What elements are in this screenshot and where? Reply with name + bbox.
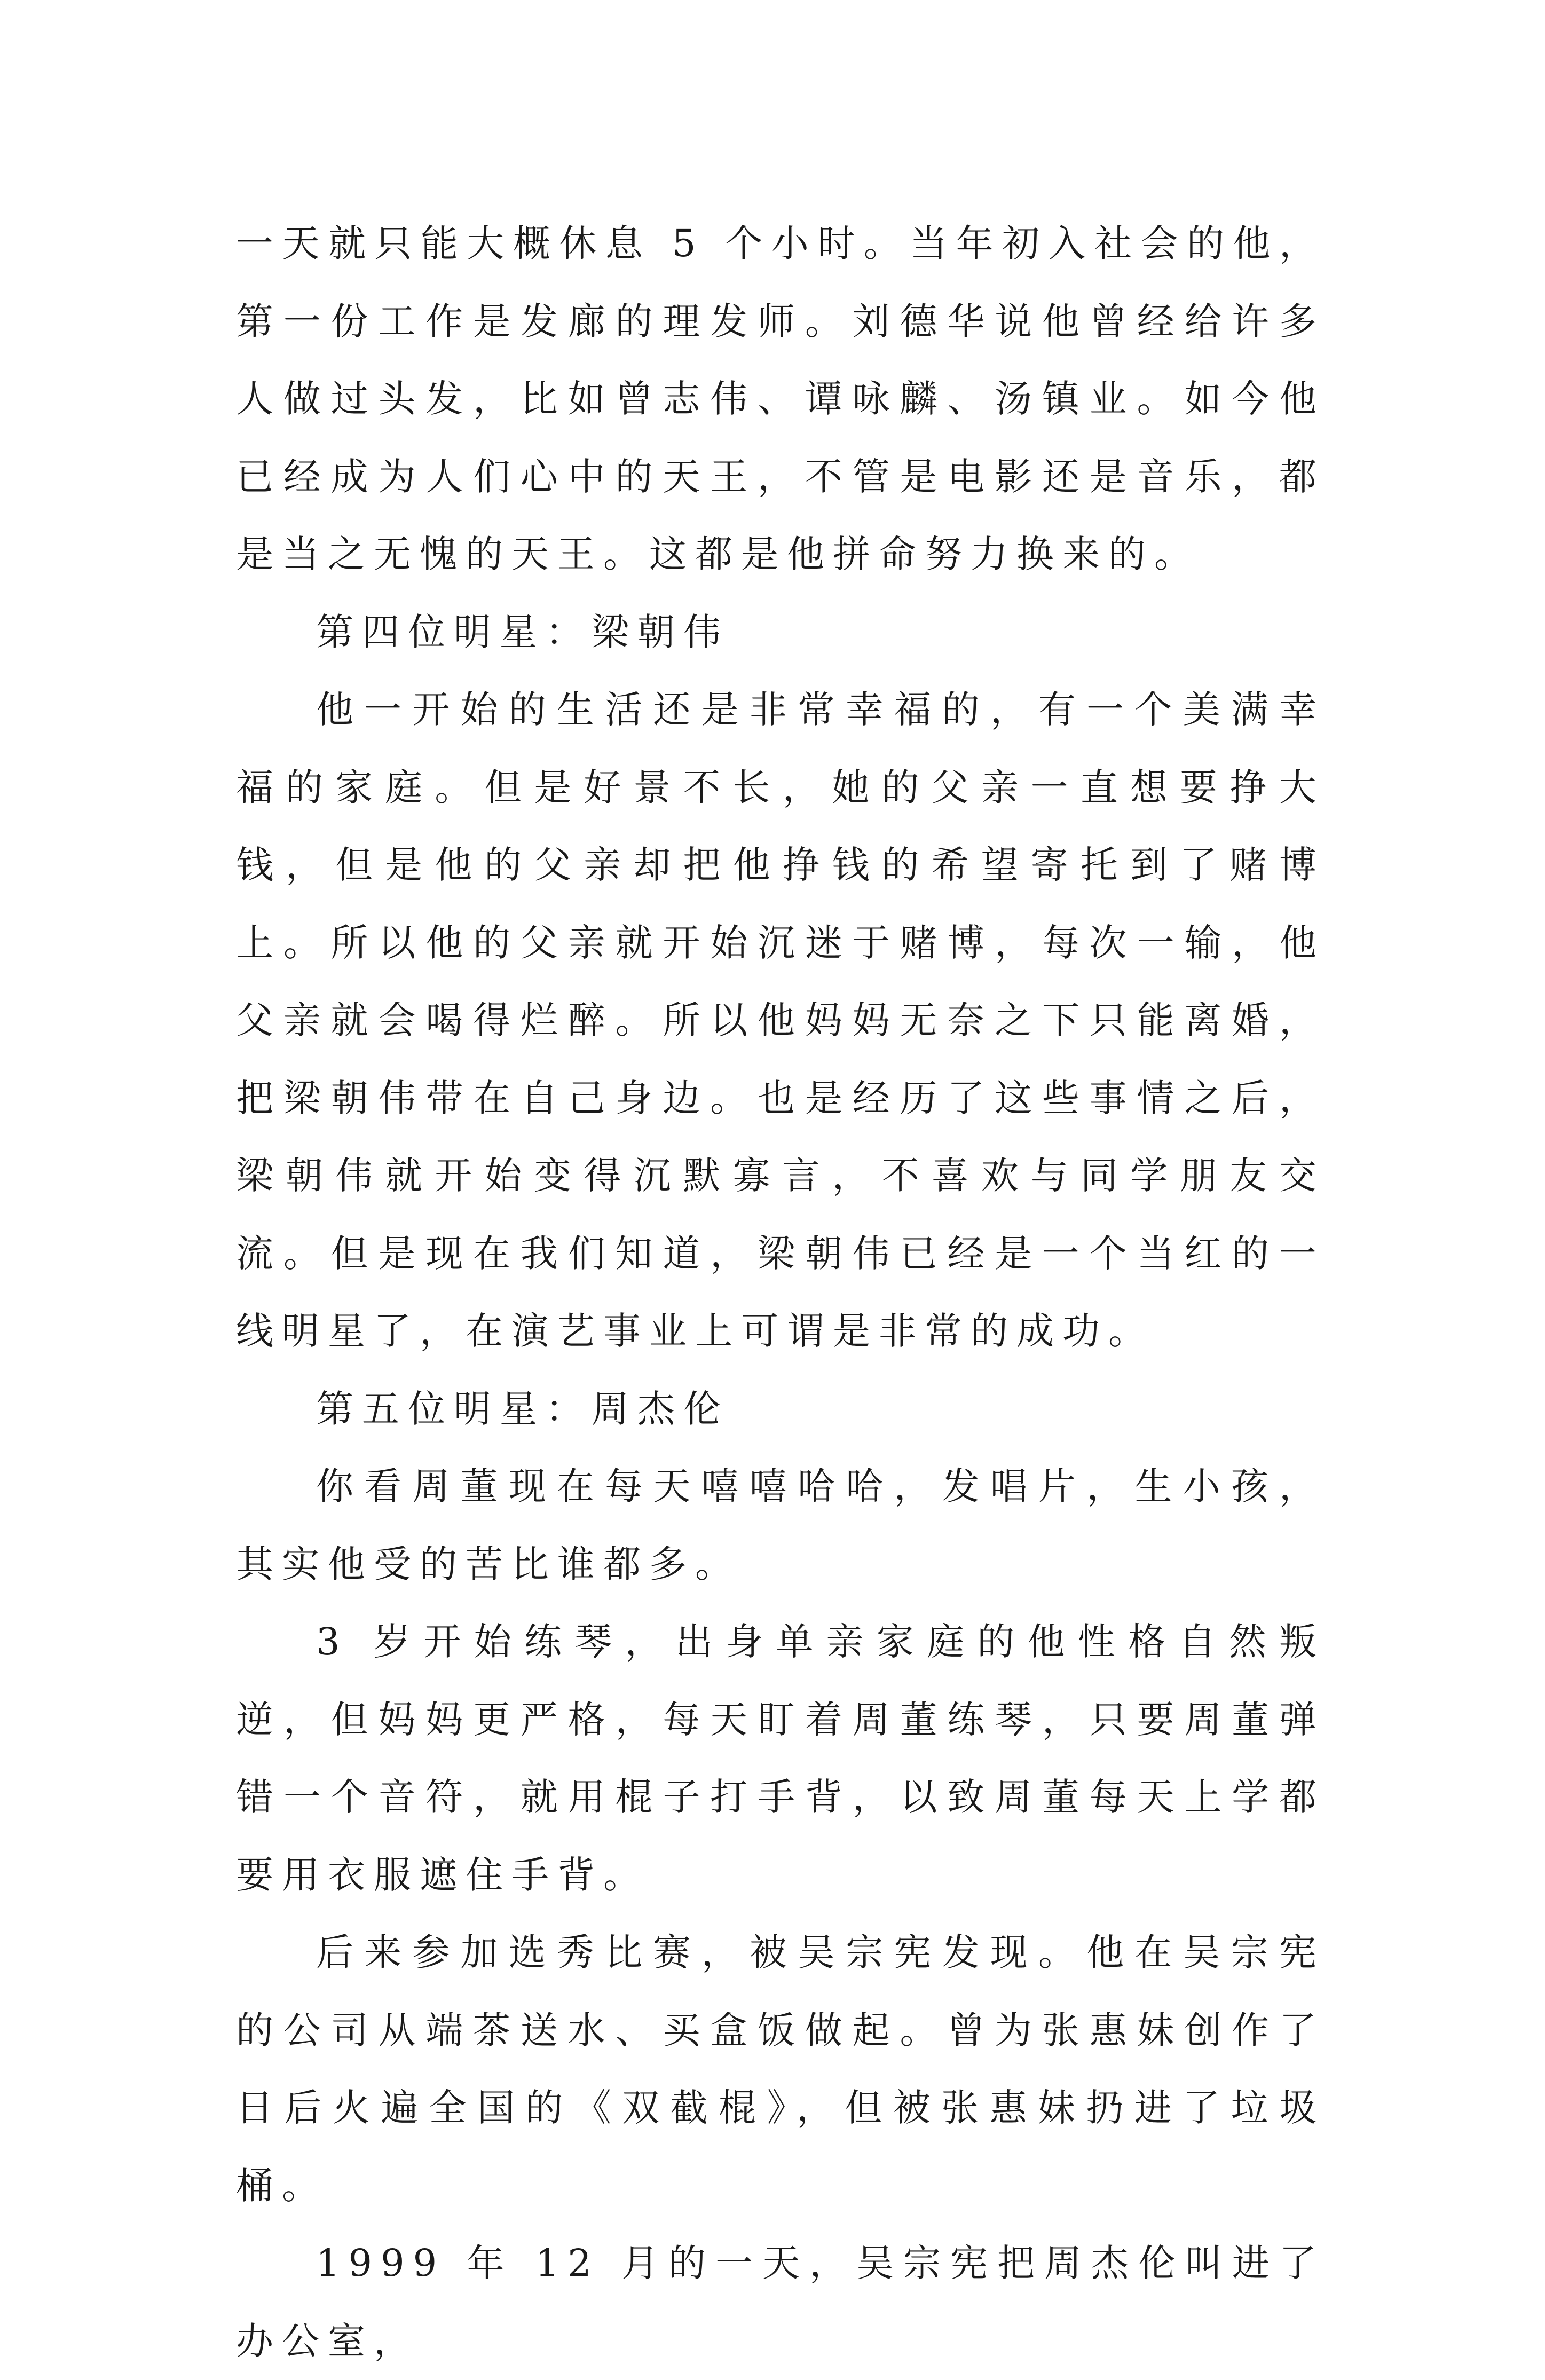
paragraph-jay-chou-career: 后来参加选秀比赛，被吴宗宪发现。他在吴宗宪的公司从端茶送水、买盒饭做起。曾为张惠妹创作了日后火遍全国的《双截棍》，但被张惠妹扔进了垃圾桶。 [236,1930,1325,2208]
paragraph-jay-chou-childhood: 3 岁开始练琴，出身单亲家庭的他性格自然叛逆，但妈妈更严格，每天盯着周董练琴，只要周董弹错一个音符，就用棍子打手背，以致周董每天上学都要用衣服遮住手背。 [236,1620,1325,1897]
paragraph-jay-chou-intro: 你看周董现在每天嘻嘻哈哈，发唱片，生小孩，其实他受的苦比谁都多。 [236,1464,1325,1586]
body-text [236,205,1325,2380]
heading-fourth-star: 第四位明星：梁朝伟 [316,610,729,654]
heading-fifth-star: 第五位明星：周杰伦 [316,1386,729,1431]
paragraph-liu-dehua-continued: 一天就只能大概休息 5 个小时。当年初入社会的他，第一份工作是发廊的理发师。刘德华说他曾经给许多人做过头发，比如曾志伟、谭咏麟、汤镇业。如今他已经成为人们心中的天王，不管是电影还是音乐，都是当之无愧的天王。这都是他拼命努力换来的。 [236,222,1325,576]
paragraph-jay-chou-1999: 1999 年 12 月的一天，吴宗宪把周杰伦叫进了办公室， [236,2241,1325,2363]
paragraph-tony-leung: 他一开始的生活还是非常幸福的，有一个美满幸福的家庭。但是好景不长，她的父亲一直想要挣大钱，但是他的父亲却把他挣钱的希望寄托到了赌博上。所以他的父亲就开始沉迷于赌博，每次一输，他父亲就会喝得烂醉。所以他妈妈无奈之下只能离婚，把梁朝伟带在自己身边。也是经历了这些事情之后，梁朝伟就开始变得沉默寡言，不喜欢与同学朋友交流。但是现在我们知道，梁朝伟已经是一个当红的一线明星了，在演艺事业上可谓是非常的成功。 [236,688,1325,1353]
